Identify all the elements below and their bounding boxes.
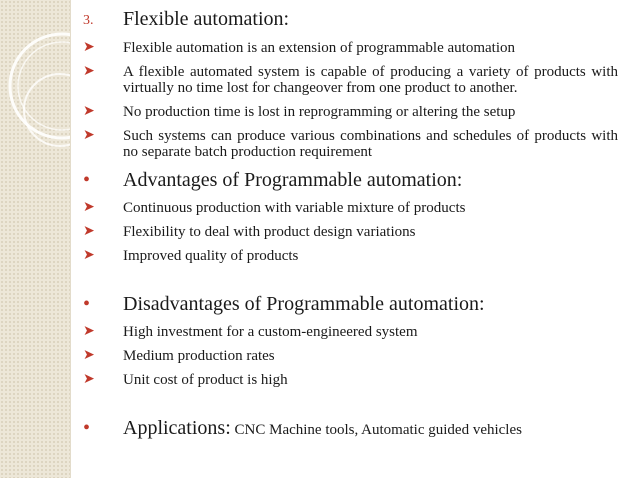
dot-bullet-icon: •: [83, 169, 91, 191]
arrow-bullet-icon: ➤: [83, 248, 95, 263]
decorative-sidebar: [0, 0, 71, 478]
list-item: [83, 40, 618, 56]
arrow-bullet-icon: ➤: [83, 104, 95, 119]
list-item: [83, 128, 618, 160]
list-item: [83, 324, 618, 340]
list-item: [83, 248, 618, 264]
disadvantage-item: High investment for a custom-engineered system: [123, 324, 418, 340]
advantages-heading-row: [83, 168, 618, 192]
disadvantages-heading: Disadvantages of Programmable automation:: [123, 293, 485, 315]
disadvantages-heading-row: [83, 292, 618, 316]
list-item: [83, 372, 618, 388]
decorative-circles-icon: [0, 0, 70, 478]
advantage-item: Flexibility to deal with product design variations: [123, 224, 416, 240]
list-item: [83, 348, 618, 364]
arrow-bullet-icon: ➤: [83, 64, 95, 79]
applications-text: CNC Machine tools, Automatic guided vehicles: [230, 422, 522, 438]
arrow-bullet-icon: ➤: [83, 40, 95, 55]
advantage-item: Improved quality of products: [123, 248, 299, 264]
applications-line: [123, 416, 618, 440]
arrow-bullet-icon: ➤: [83, 372, 95, 387]
disadvantage-item: Unit cost of product is high: [123, 372, 288, 388]
list-item: [83, 104, 618, 120]
applications-label: Applications:: [123, 417, 231, 439]
applications-row: [83, 416, 618, 440]
flexible-point: Such systems can produce various combinations and schedules of products with no separate batch production requirement: [123, 128, 618, 160]
section-title-row: [83, 6, 618, 32]
dot-bullet-icon: •: [83, 417, 91, 439]
list-item: [83, 64, 618, 96]
arrow-bullet-icon: ➤: [83, 348, 95, 363]
flexible-point: Flexible automation is an extension of programmable automation: [123, 40, 515, 56]
advantage-item: Continuous production with variable mixture of products: [123, 200, 466, 216]
list-item: [83, 224, 618, 240]
list-item: [83, 200, 618, 216]
flexible-point: No production time is lost in reprogramming or altering the setup: [123, 104, 516, 120]
arrow-bullet-icon: ➤: [83, 324, 95, 339]
disadvantage-item: Medium production rates: [123, 348, 275, 364]
dot-bullet-icon: •: [83, 293, 91, 315]
arrow-bullet-icon: ➤: [83, 128, 95, 143]
arrow-bullet-icon: ➤: [83, 200, 95, 215]
flexible-point: A flexible automated system is capable of producing a variety of products with virtually no time lost for changeover from one product to another.: [123, 64, 618, 96]
slide-content: [83, 6, 618, 440]
section-title: Flexible automation:: [123, 8, 290, 30]
arrow-bullet-icon: ➤: [83, 224, 95, 239]
advantages-heading: Advantages of Programmable automation:: [123, 169, 463, 191]
section-number: 3.: [83, 12, 94, 28]
